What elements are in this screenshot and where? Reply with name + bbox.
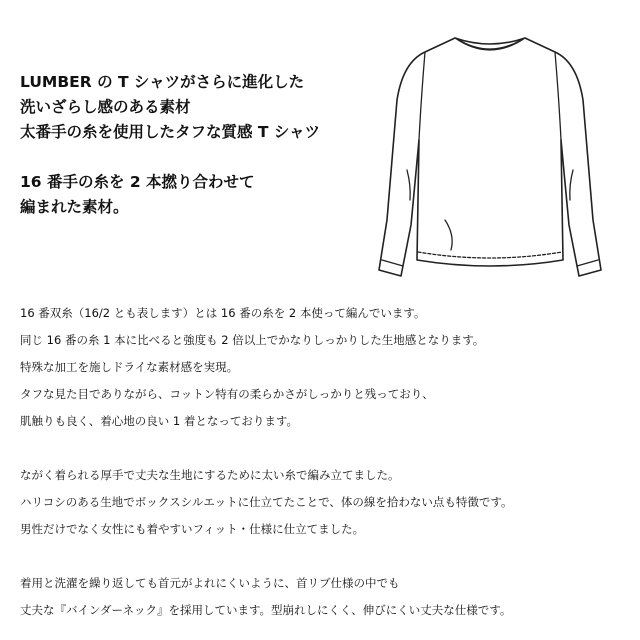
body-line: 特殊な加工を施しドライな素材感を実現。 (20, 360, 239, 374)
long-sleeve-tshirt-icon (355, 20, 625, 292)
body-line: 男性だけでなく女性にも着やすいフィット・仕様に仕立てました。 (20, 522, 365, 536)
headline-line-1: LUMBER の T シャツがさらに進化した (20, 73, 305, 91)
body-line: 肌触りも良く、着心地の良い 1 着となっております。 (20, 414, 298, 428)
headline (20, 70, 370, 220)
body-line: 16 番双糸（16/2 とも表します）とは 16 番の糸を 2 本使って編んでいます。 (20, 306, 426, 320)
headline-line-5: 編まれた素材。 (20, 198, 129, 216)
body-line: ハリコシのある生地でボックスシルエットに仕立てたことで、体の線を拾わない点も特徴です。 (20, 495, 513, 509)
body-line: 同じ 16 番の糸 1 本に比べると強度も 2 倍以上でかなりしっかりした生地感となります。 (20, 333, 485, 347)
body-line: 着用と洗濯を繰り返しても首元がよれにくいように、首リブ仕様の中でも (20, 576, 400, 590)
headline-line-3: 太番手の糸を使用したタフな質感 T シャツ (20, 123, 321, 141)
body-text (20, 300, 625, 624)
headline-line-4: 16 番手の糸を 2 本撚り合わせて (20, 173, 255, 191)
body-line: タフな見た目でありながら、コットン特有の柔らかさがしっかりと残っており、 (20, 387, 434, 401)
headline-line-2: 洗いざらし感のある素材 (20, 98, 191, 116)
body-line: ながく着られる厚手で丈夫な生地にするために太い糸で編み立てました。 (20, 468, 400, 482)
body-line: 丈夫な『バインダーネック』を採用しています。型崩れしにくく、伸びにくい丈夫な仕様です。 (20, 603, 512, 617)
